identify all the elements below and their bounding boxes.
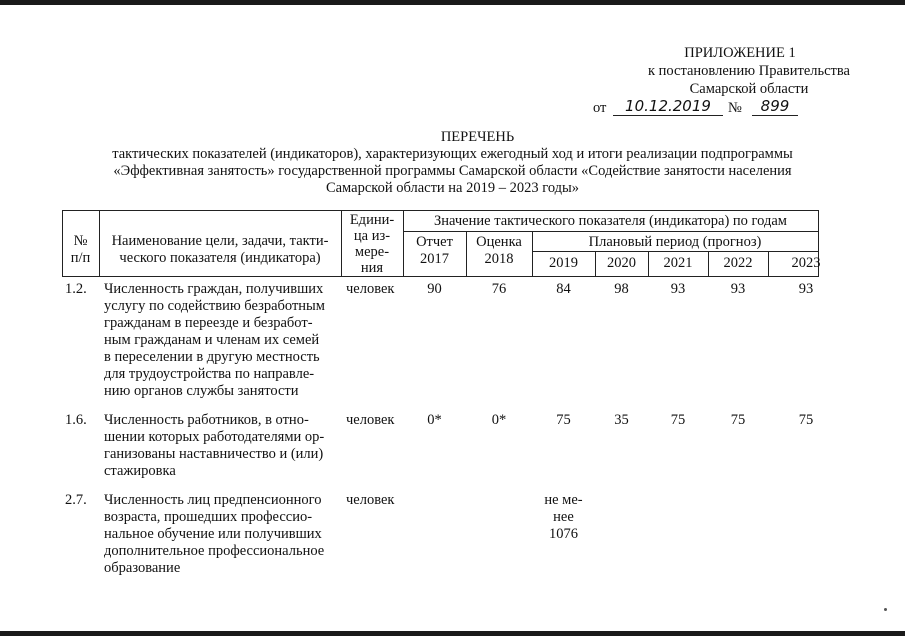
annex-number: 899: [752, 97, 798, 116]
document-heading: ПЕРЕЧЕНЬ: [440, 129, 515, 145]
row-2019: не ме- нее 1076: [544, 492, 583, 542]
header-year-2021: 2021: [663, 255, 693, 271]
row-name: Численность работников, в отно- шении которых работодателями ор- ганизованы наставничество и (или) стажировка: [104, 412, 325, 479]
header-unit: Едини- ца из- мере- ния: [349, 212, 395, 276]
row-unit: человек: [346, 412, 395, 428]
row-2023: 75: [798, 412, 814, 428]
annex-block: [560, 44, 900, 118]
table-top-border: [62, 210, 819, 211]
row-2022: 75: [730, 412, 746, 428]
row-estimate-2018: 76: [491, 281, 507, 297]
row-unit: человек: [346, 281, 395, 297]
row-report-2017: 90: [427, 281, 442, 297]
header-estimate-2018: Оценка 2018: [476, 234, 522, 267]
document-title-line-3: Самарской области на 2019 – 2023 годы»: [325, 180, 580, 196]
annex-title: ПРИЛОЖЕНИЕ 1: [684, 45, 796, 61]
annex-date: 10.12.2019: [613, 97, 723, 116]
header-year-2022: 2022: [723, 255, 753, 271]
header-year-2023: 2023: [791, 255, 821, 271]
header-values-group: Значение тактического показателя (индикатора) по годам: [434, 213, 787, 229]
row-2020: 35: [614, 412, 629, 428]
annex-date-number-line: [560, 98, 900, 118]
document-title-line-2: «Эффективная занятость» государственной программы Самарской области «Содействие занятости населения: [113, 163, 792, 179]
annex-number-label: №: [728, 100, 742, 116]
row-name: Численность граждан, получивших услугу по содействию безработным гражданам в переезде и безработ- ным гражданам и членам их семей в переселении в другую местность для трудоустройства по направле- нию органов службы занятости: [104, 281, 325, 399]
document-title-line-1: тактических показателей (индикаторов), характеризующих ежегодный ход и итоги реализации подпрограммы: [112, 146, 793, 162]
row-report-2017: 0*: [427, 412, 442, 428]
header-plan-period: Плановый период (прогноз): [588, 234, 762, 250]
top-border: [0, 0, 905, 5]
row-num: 2.7.: [65, 492, 87, 508]
row-num: 1.2.: [65, 281, 87, 297]
bottom-border: [0, 631, 905, 636]
row-2020: 98: [614, 281, 629, 297]
header-year-2019: 2019: [549, 255, 578, 271]
header-year-2020: 2020: [607, 255, 636, 271]
header-plan-divider: [532, 251, 819, 252]
row-estimate-2018: 0*: [491, 412, 507, 428]
row-2021: 93: [670, 281, 686, 297]
header-report-2017: Отчет 2017: [416, 234, 453, 267]
annex-from-label: от: [593, 100, 607, 116]
scan-speck: [884, 608, 887, 611]
row-num: 1.6.: [65, 412, 87, 428]
row-2019: 75: [556, 412, 571, 428]
header-bottom-border: [62, 276, 819, 277]
annex-decree-line: к постановлению Правительства: [648, 63, 850, 79]
header-name: Наименование цели, задачи, такти- ческого показателя (индикатора): [111, 233, 329, 266]
annex-region-line: Самарской области: [689, 81, 809, 97]
row-unit: человек: [346, 492, 395, 508]
row-2019: 84: [556, 281, 571, 297]
row-2021: 75: [670, 412, 686, 428]
header-num: № п/п: [70, 233, 91, 266]
row-2022: 93: [730, 281, 746, 297]
row-name: Численность лиц предпенсионного возраста, прошедших профессио- нальное обучение или получивших дополнительное профессиональное образование: [104, 492, 325, 576]
row-2023: 93: [798, 281, 814, 297]
